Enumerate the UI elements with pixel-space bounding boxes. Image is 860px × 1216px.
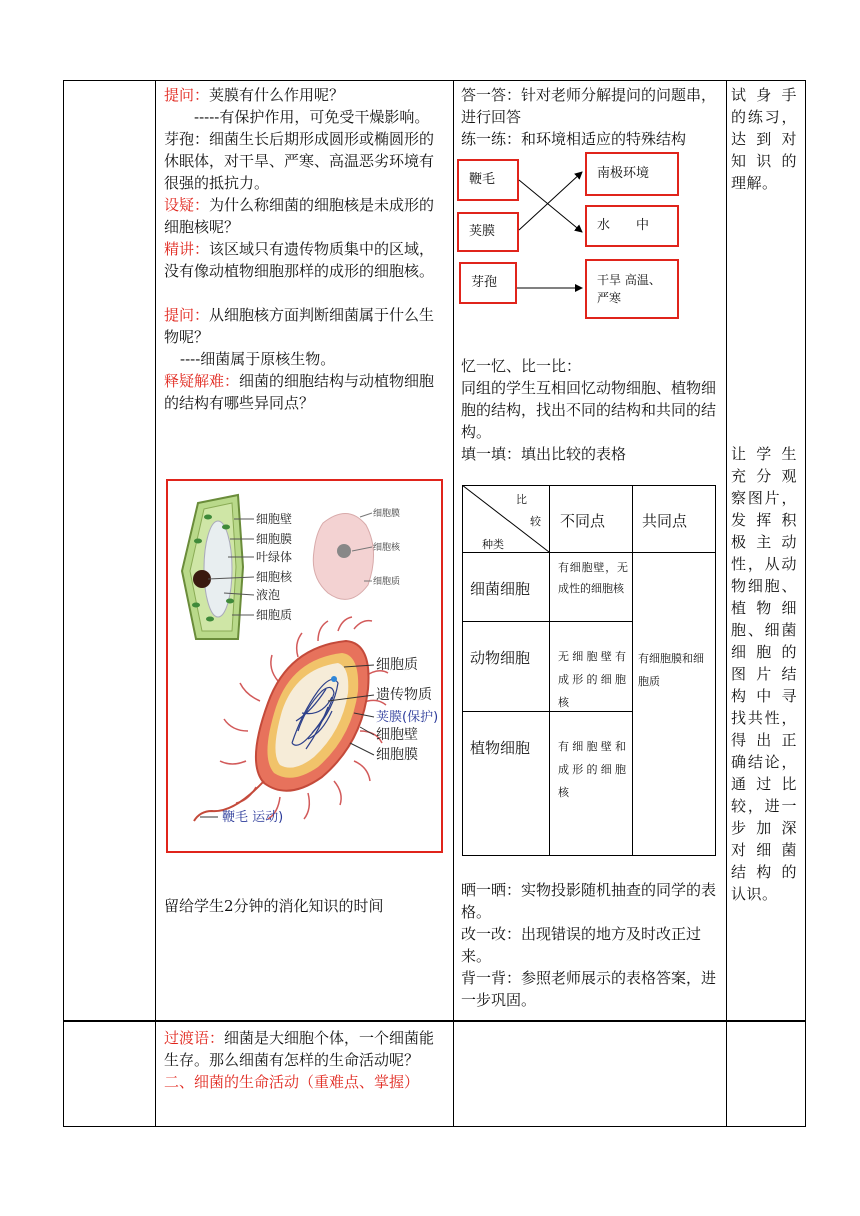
corner-top: 比 [516,493,527,506]
question-nucleus: 提问：从细胞核方面判断细菌属于什么生物呢？ [164,306,435,346]
match-right-extreme: 干旱 高温、严寒 [585,259,679,319]
fill-line: 填一填：填出比较的表格 [461,445,627,463]
match-right-antarctic: 南极环境 [585,152,679,196]
row-diff-plant: 有细胞壁和成形的细胞核 [558,740,628,799]
intent-note-1 [731,84,797,194]
plant-label: 细胞膜 [256,532,293,546]
bacteria-label: 细胞质 [376,657,418,673]
animal-cell [313,507,401,599]
bacterium [194,617,438,825]
plant-cell [182,495,254,639]
same-cell: 有细胞膜和细胞质 [638,652,704,688]
animal-label: 细胞膜 [373,509,401,519]
row-name-animal: 动物细胞 [470,649,531,667]
section-title: 二、细菌的生命活动（重难点、掌握） [164,1073,420,1091]
student-column-bottom [461,879,721,1011]
intent-line: 结构的 [731,863,797,881]
corner-mid: 较 [530,515,541,528]
bacteria-label: 遗传物质 [376,687,432,703]
intent-line: 植物细 [731,599,797,617]
correct-line: 改一改：出现错误的地方及时改正过来。 [461,925,702,965]
answer-capsule: -----有保护作用，可免受干燥影响。 [194,108,430,126]
intent-line: 对细菌 [731,841,797,859]
match-right-water: 水 中 [585,205,679,247]
digest-note: 留给学生2分钟的消化知识的时间 [164,897,384,915]
intent-line: 让学生 [731,445,797,463]
match-left-capsule: 荚膜 [457,212,519,252]
table-top-border [63,80,806,81]
intent-line: 性，从动 [731,555,797,573]
match-left-flagellum: 鞭毛 [457,159,519,201]
row-diff-bacteria: 有细胞壁，无成性的细胞核 [558,561,628,595]
col-border-2 [155,80,156,1127]
intent-line: 细胞的 [731,643,797,661]
animal-label: 细胞核 [373,543,401,553]
intent-line: 较，进一 [731,797,797,815]
student-column-top [461,84,721,150]
table-bottom-border [63,1126,806,1127]
answer-line: 答一答：针对老师分解提问的问题串，进行回答 [461,86,717,126]
intent-line: 达到对 [731,130,797,148]
row-diff-animal: 无细胞壁有成形的细胞核 [558,650,628,709]
plant-label: 液泡 [256,588,281,602]
cell-diagram-drawing [168,481,441,851]
match-left-spore: 芽孢 [459,262,517,304]
flagellum-label: 鞭毛 运动) [222,810,284,825]
recall-title: 忆一忆、比一比： [461,357,582,375]
student-column-mid [461,355,721,465]
intent-line: 步加深 [731,819,797,837]
row-name-plant: 植物细胞 [470,739,531,757]
intent-line: 确结论， [731,753,797,771]
recall-text: 同组的学生互相回忆动物细胞、植物细胞的结构，找出不同的结构和共同的结构。 [461,379,717,441]
row-divider [63,1020,806,1022]
intent-note-2 [731,443,797,905]
row-name-bacteria: 细菌细胞 [470,580,531,598]
plant-label: 叶绿体 [256,550,293,564]
intent-line: 充分观 [731,467,797,485]
intent-line: 物细胞、 [731,577,797,595]
resolve-paragraph: 释疑解难：细菌的细胞结构与动植物细胞的结构有哪些异同点？ [164,372,435,412]
header-diff: 不同点 [560,512,606,530]
col-border-1 [63,80,64,1127]
intent-line: 试身手 [731,86,797,104]
spacer [164,282,446,304]
recite-line: 背一背：参照老师展示的表格答案，进一步巩固。 [461,969,717,1009]
intent-line: 察图片， [731,489,797,507]
practice-line: 练一练：和环境相适应的特殊结构 [461,130,687,148]
intent-line: 通过比 [731,775,797,793]
bacteria-label: 细胞壁 [376,727,418,743]
show-line: 晒一晒：实物投影随机抽查的同学的表格。 [461,881,717,921]
intent-line: 发挥积 [731,511,797,529]
transition-paragraph: 过渡语：细菌是大细胞个体，一个细菌能生存。那么细菌有怎样的生命活动呢？ [164,1029,435,1069]
header-same: 共同点 [642,512,688,530]
col-border-4 [726,80,727,1127]
intent-line: 找共性， [731,709,797,727]
bacteria-label: 荚膜(保护) [376,710,439,725]
intent-line: 知识的 [731,152,797,170]
intent-line: 极主动 [731,533,797,551]
bottom-row [164,1027,448,1093]
plant-label: 细胞壁 [256,512,293,526]
intent-line: 理解。 [731,174,778,192]
intent-line: 图片结 [731,665,797,683]
corner-bottom: 种类 [482,538,504,551]
comparison-table [462,485,716,856]
intent-line: 的练习， [731,108,797,126]
explain-paragraph: 精讲：该区域只有遗传物质集中的区域，没有像动植物细胞那样的成形的细胞核。 [164,240,435,280]
teacher-column [164,84,446,414]
cell-diagram [166,479,443,853]
animal-label: 细胞质 [373,577,401,587]
plant-label: 细胞质 [256,608,293,622]
plant-label: 细胞核 [256,570,293,584]
intent-line: 得出正 [731,731,797,749]
intent-line: 构中寻 [731,687,797,705]
col-border-3 [453,80,454,1127]
question-capsule: 提问：荚膜有什么作用呢？ [164,86,345,104]
intent-line: 胞、细菌 [731,621,797,639]
col-border-5 [805,80,806,1127]
intent-line: 认识。 [731,885,778,903]
spore-paragraph: 芽孢：细菌生长后期形成圆形或椭圆形的休眠体，对干旱、严寒、高温恶劣环境有很强的抵抗力。 [164,130,435,192]
answer-prokaryote: ----细菌属于原核生物。 [180,350,336,368]
bacteria-label: 细胞膜 [376,747,418,763]
doubt-paragraph: 设疑：为什么称细菌的细胞核是未成形的细胞核呢？ [164,196,435,236]
